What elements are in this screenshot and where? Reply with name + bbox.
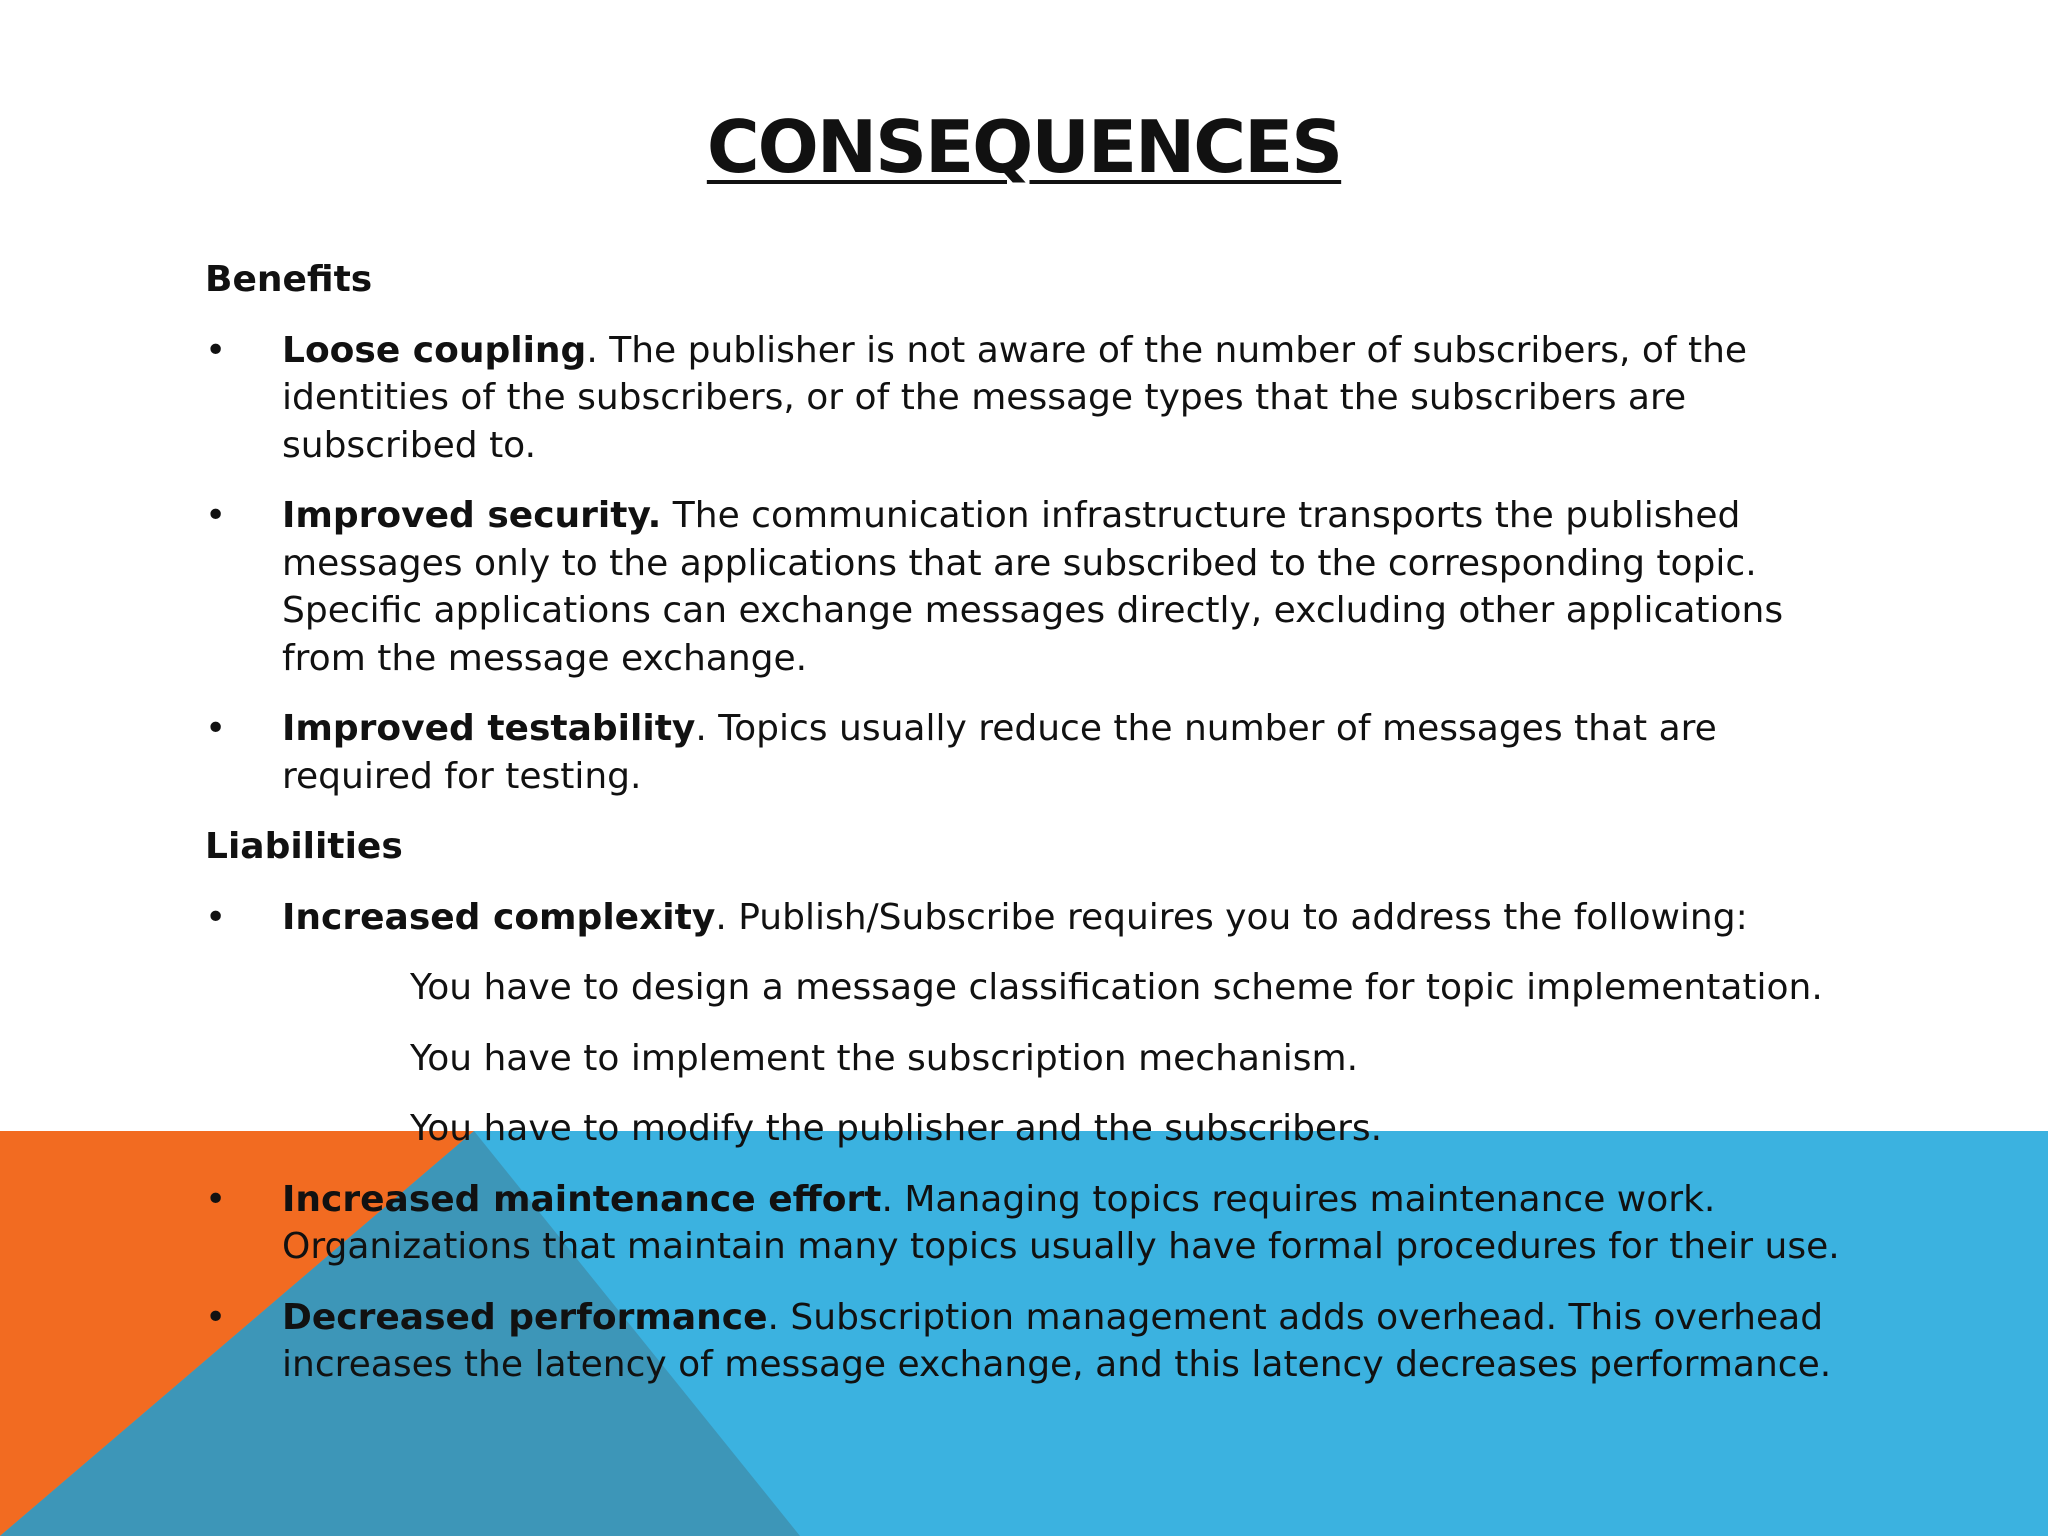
bullet-marker: • (205, 896, 227, 938)
bullet-marker: • (205, 329, 227, 371)
bullet-increased-maintenance (205, 1176, 1845, 1271)
bullet-text: . The publisher is not aware of the number of subscribers, of the identities of the subscribers, or of the message types that the subscribers are subscribed to. (282, 329, 1748, 466)
sub-item-classification: You have to design a message classification scheme for topic implementation. (410, 967, 1823, 1008)
bullet-text: . Publish/Subscribe requires you to address the following: (715, 896, 1748, 938)
bullet-term: Loose coupling (282, 329, 587, 371)
bullet-marker: • (205, 495, 227, 536)
bullet-term: Increased maintenance effort (282, 1178, 882, 1220)
sub-item-subscription: You have to implement the subscription mechanism. (410, 1037, 1359, 1079)
bullet-marker: • (205, 708, 227, 749)
liabilities-heading: Liabilities (205, 826, 403, 867)
bullet-marker: • (205, 1178, 227, 1220)
slide-content (205, 256, 1845, 1412)
bullet-term: Decreased performance (282, 1296, 768, 1338)
bullet-improved-testability (205, 705, 1845, 800)
bullet-marker: • (205, 1296, 227, 1338)
bullet-term: Improved testability (282, 708, 696, 749)
bullet-increased-complexity (205, 894, 1845, 942)
bullet-term: Improved security. (282, 495, 662, 536)
bullet-term: Increased complexity (282, 896, 716, 938)
bullet-decreased-performance (205, 1294, 1845, 1389)
slide-title: CONSEQUENCES (706, 105, 1342, 189)
bullet-text: . Topics usually reduce the number of messages that are required for testing. (282, 708, 1717, 797)
bullet-improved-security (205, 492, 1845, 682)
benefits-heading: Benefits (205, 259, 373, 300)
bullet-text: The communication infrastructure transports the published messages only to the applications that are subscribed to the corresponding topic. Specific applications can exchange messages directly, excluding other applications from the message exchange. (282, 495, 1784, 679)
bullet-text: . Subscription management adds overhead. This overhead increases the latency of message exchange, and this latency decreases performance. (282, 1296, 1832, 1385)
bullet-text: . Managing topics requires maintenance work. Organizations that maintain many topics usually have formal procedures for their use. (282, 1178, 1840, 1267)
bullet-loose-coupling (205, 327, 1845, 470)
sub-item-modify: You have to modify the publisher and the subscribers. (410, 1108, 1383, 1149)
